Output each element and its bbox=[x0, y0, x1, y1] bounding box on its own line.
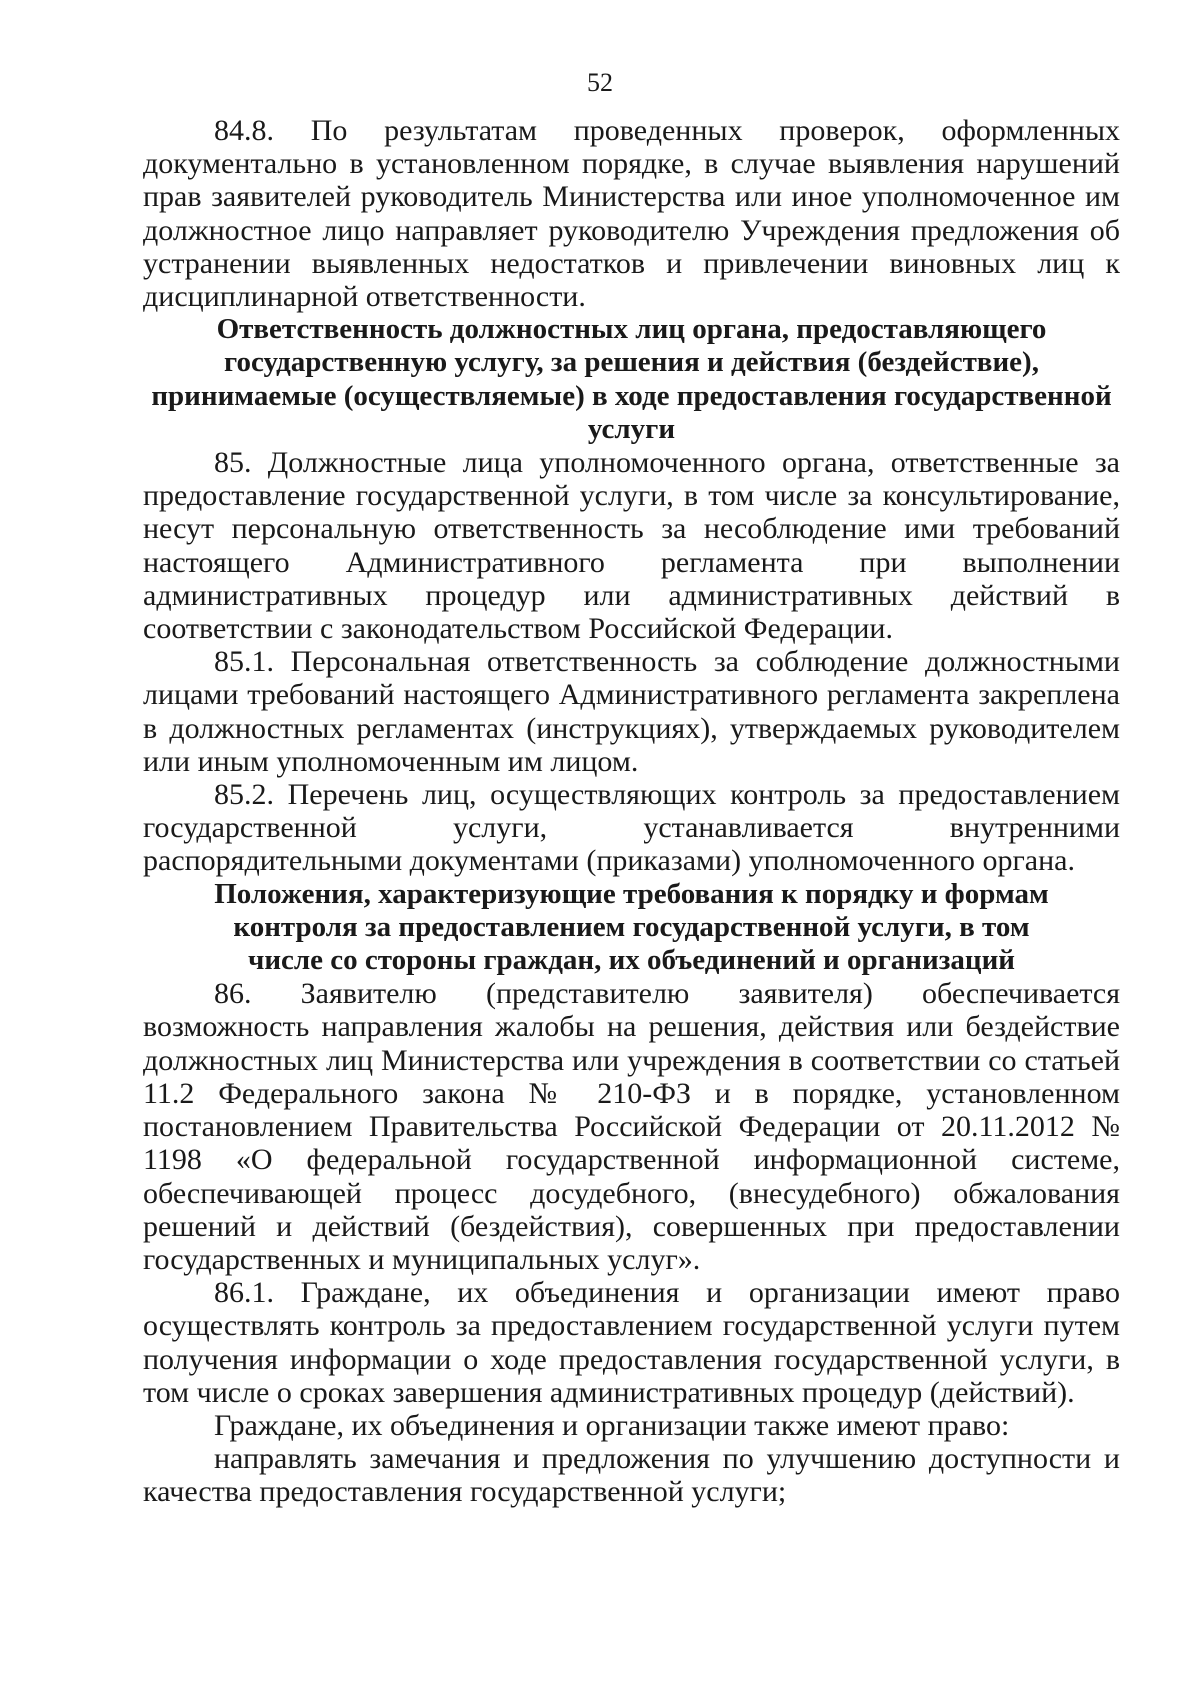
page-number: 52 bbox=[587, 68, 613, 97]
heading-line: государственную услугу, за решения и действия (бездействие), bbox=[224, 346, 1039, 379]
heading-line: контроля за предоставлением государственной услуги, в том bbox=[233, 910, 1030, 943]
paragraph-85: 85. Должностные лица уполномоченного органа, ответственные за предоставление государственной услуги, в том числе за консультирование, несут персональную ответственность за несоблюдение ими требований настоящего Административного регламента при выполнении административных процедур или административных действий в соответствии с законодательством Российской Федерации. bbox=[143, 446, 1120, 646]
paragraph-84-8: 84.8. По результатам проведенных проверок, оформленных документально в установленном порядке, в случае выявления нарушений прав заявителей руководитель Министерства или иное уполномоченное им должностное лицо направляет руководителю Учреждения предложения об устранении выявленных недостатков и привлечении виновных лиц к дисциплинарной ответственности. bbox=[143, 114, 1120, 314]
section-heading-control-forms bbox=[143, 878, 1120, 978]
paragraph-85-1: 85.1. Персональная ответственность за соблюдение должностными лицами требований настоящего Административного регламента закреплена в должностных регламентах (инструкциях), утверждаемых руководителем или иным уполномоченным им лицом. bbox=[143, 645, 1120, 778]
paragraph-86: 86. Заявителю (представителю заявителя) обеспечивается возможность направления жалобы на решения, действия или бездействие должностных лиц Министерства или учреждения в соответствии со статьей 11.2 Федерального закона № 210-ФЗ и в порядке, установленном постановлением Правительства Российской Федерации от 20.11.2012 № 1198 «О федеральной государственной информационной системе, обеспечивающей процесс досудебного, (внесудебного) обжалования решений и действий (бездействия), совершенных при предоставлении государственных и муниципальных услуг». bbox=[143, 977, 1120, 1276]
paragraph-citizens-rights: Граждане, их объединения и организации также имеют право: bbox=[214, 1408, 1010, 1442]
paragraph-send-remarks: направлять замечания и предложения по улучшению доступности и качества предоставления государственной услуги; bbox=[143, 1442, 1120, 1509]
paragraph-85-2: 85.2. Перечень лиц, осуществляющих контроль за предоставлением государственной услуги, устанавливается внутренними распорядительными документами (приказами) уполномоченного органа. bbox=[143, 778, 1120, 878]
heading-line: услуги bbox=[587, 412, 676, 445]
section-heading-responsibility bbox=[143, 313, 1120, 446]
document-body bbox=[143, 114, 1120, 1509]
heading-line: принимаемые (осуществляемые) в ходе предоставления государственной bbox=[151, 379, 1112, 412]
heading-line: Положения, характеризующие требования к порядку и формам bbox=[214, 877, 1049, 910]
heading-line: числе со стороны граждан, их объединений и организаций bbox=[247, 944, 1016, 977]
paragraph-86-1: 86.1. Граждане, их объединения и организации имеют право осуществлять контроль за предоставлением государственной услуги путем получения информации о ходе предоставления государственной услуги, в том числе о сроках завершения административных процедур (действий). bbox=[143, 1276, 1120, 1409]
heading-line: Ответственность должностных лиц органа, предоставляющего bbox=[216, 313, 1047, 346]
